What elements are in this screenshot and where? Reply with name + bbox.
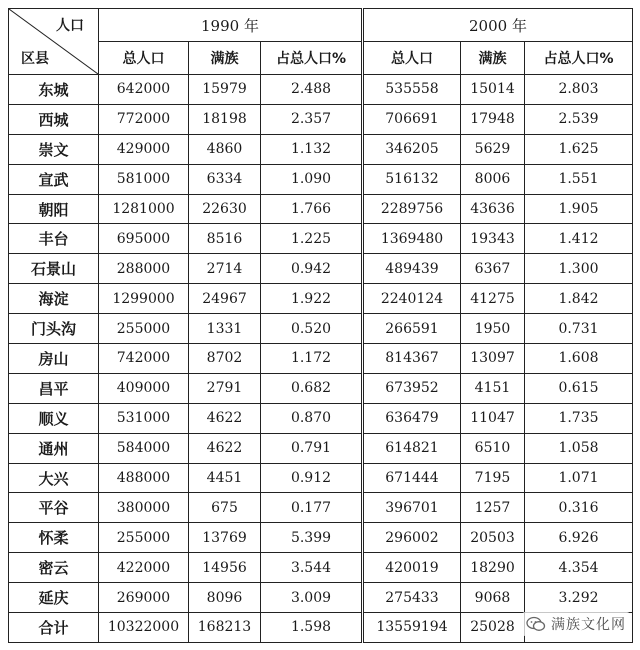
table-row	[9, 75, 633, 105]
pct-2000-cell: 1.608	[525, 344, 633, 374]
table-row	[9, 403, 633, 433]
manchu-2000-cell: 20503	[461, 523, 525, 553]
manchu-1990-cell: 6334	[189, 164, 261, 194]
pct-1990-cell: 1.766	[261, 194, 363, 224]
district-cell: 石景山	[9, 254, 99, 284]
manchu-1990-cell: 8096	[189, 583, 261, 613]
table-row	[9, 224, 633, 254]
total-1990-cell: 380000	[99, 493, 189, 523]
total-1990-cell: 642000	[99, 75, 189, 105]
district-cell: 昌平	[9, 373, 99, 403]
col-header-pct-2000: 占总人口%	[525, 42, 633, 75]
table-row	[9, 373, 633, 403]
pct-1990-cell: 0.870	[261, 403, 363, 433]
district-cell: 西城	[9, 104, 99, 134]
district-cell: 东城	[9, 75, 99, 105]
manchu-2000-cell: 25028	[461, 613, 525, 643]
manchu-1990-cell: 15979	[189, 75, 261, 105]
district-cell: 通州	[9, 433, 99, 463]
year-2000-header: 2000 年	[363, 9, 633, 42]
table-row	[9, 344, 633, 374]
manchu-1990-cell: 8516	[189, 224, 261, 254]
total-2000-cell: 614821	[363, 433, 461, 463]
total-1990-cell: 255000	[99, 523, 189, 553]
total-1990-cell: 772000	[99, 104, 189, 134]
total-2000-cell: 814367	[363, 344, 461, 374]
pct-2000-cell: 1.412	[525, 224, 633, 254]
total-1990-cell: 10322000	[99, 613, 189, 643]
district-cell: 延庆	[9, 583, 99, 613]
manchu-2000-cell: 6367	[461, 254, 525, 284]
district-cell: 大兴	[9, 463, 99, 493]
total-2000-cell: 420019	[363, 553, 461, 583]
table-row	[9, 433, 633, 463]
manchu-1990-cell: 675	[189, 493, 261, 523]
corner-bottom-label: 区县	[21, 51, 49, 67]
pct-1990-cell: 0.520	[261, 314, 363, 344]
manchu-1990-cell: 4451	[189, 463, 261, 493]
corner-top-label: 人口	[56, 18, 84, 34]
table-row	[9, 194, 633, 224]
manchu-1990-cell: 24967	[189, 284, 261, 314]
pct-1990-cell: 2.488	[261, 75, 363, 105]
pct-2000-cell: 1.842	[525, 284, 633, 314]
district-cell: 朝阳	[9, 194, 99, 224]
pct-2000-cell: 2.803	[525, 75, 633, 105]
chat-bubble-icon	[526, 616, 546, 632]
table-row	[9, 284, 633, 314]
pct-2000-cell: 0.316	[525, 493, 633, 523]
manchu-2000-cell: 43636	[461, 194, 525, 224]
pct-2000-cell: 1.735	[525, 403, 633, 433]
manchu-2000-cell: 8006	[461, 164, 525, 194]
population-table	[8, 8, 633, 643]
total-1990-cell: 581000	[99, 164, 189, 194]
total-2000-cell: 2240124	[363, 284, 461, 314]
total-1990-cell: 1299000	[99, 284, 189, 314]
total-2000-cell: 1369480	[363, 224, 461, 254]
district-cell: 平谷	[9, 493, 99, 523]
total-1990-cell: 269000	[99, 583, 189, 613]
table-row	[9, 583, 633, 613]
total-2000-cell: 2289756	[363, 194, 461, 224]
total-1990-cell: 409000	[99, 373, 189, 403]
manchu-1990-cell: 1331	[189, 314, 261, 344]
total-2000-cell: 13559194	[363, 613, 461, 643]
pct-1990-cell: 1.132	[261, 134, 363, 164]
total-1990-cell: 488000	[99, 463, 189, 493]
pct-2000-cell: 4.354	[525, 553, 633, 583]
year-1990-header: 1990 年	[99, 9, 363, 42]
pct-2000-cell: 6.926	[525, 523, 633, 553]
table-row	[9, 104, 633, 134]
manchu-1990-cell: 14956	[189, 553, 261, 583]
pct-1990-cell: 0.682	[261, 373, 363, 403]
manchu-1990-cell: 2714	[189, 254, 261, 284]
district-cell: 丰台	[9, 224, 99, 254]
pct-1990-cell: 1.225	[261, 224, 363, 254]
pct-1990-cell: 0.912	[261, 463, 363, 493]
col-header-manchu-2000: 满族	[461, 42, 525, 75]
manchu-2000-cell: 6510	[461, 433, 525, 463]
manchu-2000-cell: 1950	[461, 314, 525, 344]
total-2000-cell: 516132	[363, 164, 461, 194]
table-row	[9, 553, 633, 583]
total-2000-cell: 535558	[363, 75, 461, 105]
manchu-1990-cell: 4860	[189, 134, 261, 164]
manchu-2000-cell: 4151	[461, 373, 525, 403]
total-2000-cell: 671444	[363, 463, 461, 493]
pct-2000-cell: 1.300	[525, 254, 633, 284]
total-2000-cell: 266591	[363, 314, 461, 344]
manchu-1990-cell: 18198	[189, 104, 261, 134]
district-cell: 崇文	[9, 134, 99, 164]
total-2000-cell: 489439	[363, 254, 461, 284]
pct-2000-cell: 1.905	[525, 194, 633, 224]
table-row	[9, 493, 633, 523]
total-1990-cell: 742000	[99, 344, 189, 374]
col-header-total-2000: 总人口	[363, 42, 461, 75]
district-cell: 密云	[9, 553, 99, 583]
district-cell: 海淀	[9, 284, 99, 314]
total-1990-cell: 288000	[99, 254, 189, 284]
manchu-1990-cell: 22630	[189, 194, 261, 224]
watermark	[522, 612, 630, 636]
manchu-2000-cell: 41275	[461, 284, 525, 314]
pct-2000-cell: 1.625	[525, 134, 633, 164]
district-cell: 宣武	[9, 164, 99, 194]
table-row	[9, 463, 633, 493]
table-row	[9, 314, 633, 344]
total-1990-cell: 1281000	[99, 194, 189, 224]
pct-1990-cell: 0.791	[261, 433, 363, 463]
total-2000-cell: 636479	[363, 403, 461, 433]
total-2000-cell: 706691	[363, 104, 461, 134]
total-2000-cell: 346205	[363, 134, 461, 164]
manchu-2000-cell: 18290	[461, 553, 525, 583]
total-1990-cell: 429000	[99, 134, 189, 164]
total-1990-cell: 255000	[99, 314, 189, 344]
total-1990-cell: 422000	[99, 553, 189, 583]
table-row	[9, 134, 633, 164]
manchu-2000-cell: 9068	[461, 583, 525, 613]
manchu-2000-cell: 19343	[461, 224, 525, 254]
pct-1990-cell: 1.090	[261, 164, 363, 194]
total-1990-cell: 531000	[99, 403, 189, 433]
pct-1990-cell: 3.009	[261, 583, 363, 613]
manchu-1990-cell: 4622	[189, 403, 261, 433]
pct-1990-cell: 0.942	[261, 254, 363, 284]
col-header-manchu-1990: 满族	[189, 42, 261, 75]
manchu-2000-cell: 7195	[461, 463, 525, 493]
pct-1990-cell: 3.544	[261, 553, 363, 583]
manchu-1990-cell: 2791	[189, 373, 261, 403]
pct-1990-cell: 0.177	[261, 493, 363, 523]
total-2000-cell: 673952	[363, 373, 461, 403]
total-2000-cell: 396701	[363, 493, 461, 523]
pct-2000-cell: 1.071	[525, 463, 633, 493]
total-1990-cell: 584000	[99, 433, 189, 463]
pct-1990-cell: 1.172	[261, 344, 363, 374]
total-2000-cell: 296002	[363, 523, 461, 553]
table-row	[9, 523, 633, 553]
pct-2000-cell: 1.551	[525, 164, 633, 194]
manchu-1990-cell: 13769	[189, 523, 261, 553]
district-cell: 房山	[9, 344, 99, 374]
district-cell: 怀柔	[9, 523, 99, 553]
manchu-2000-cell: 13097	[461, 344, 525, 374]
district-cell: 门头沟	[9, 314, 99, 344]
pct-2000-cell: 3.292	[525, 583, 633, 613]
table-row	[9, 254, 633, 284]
district-cell: 合计	[9, 613, 99, 643]
district-cell: 顺义	[9, 403, 99, 433]
table-row	[9, 164, 633, 194]
col-header-pct-1990: 占总人口%	[261, 42, 363, 75]
col-header-total-1990: 总人口	[99, 42, 189, 75]
manchu-2000-cell: 5629	[461, 134, 525, 164]
header-corner-cell	[9, 9, 99, 75]
pct-2000-cell: 2.539	[525, 104, 633, 134]
total-1990-cell: 695000	[99, 224, 189, 254]
pct-2000-cell: 1.058	[525, 433, 633, 463]
manchu-2000-cell: 17948	[461, 104, 525, 134]
pct-1990-cell: 1.598	[261, 613, 363, 643]
pct-1990-cell: 5.399	[261, 523, 363, 553]
pct-1990-cell: 1.922	[261, 284, 363, 314]
manchu-2000-cell: 11047	[461, 403, 525, 433]
manchu-2000-cell: 15014	[461, 75, 525, 105]
manchu-2000-cell: 1257	[461, 493, 525, 523]
pct-1990-cell: 2.357	[261, 104, 363, 134]
total-2000-cell: 275433	[363, 583, 461, 613]
pct-2000-cell: 0.615	[525, 373, 633, 403]
manchu-1990-cell: 4622	[189, 433, 261, 463]
pct-2000-cell: 0.731	[525, 314, 633, 344]
watermark-text: 满族文化网	[551, 617, 626, 633]
manchu-1990-cell: 8702	[189, 344, 261, 374]
manchu-1990-cell: 168213	[189, 613, 261, 643]
